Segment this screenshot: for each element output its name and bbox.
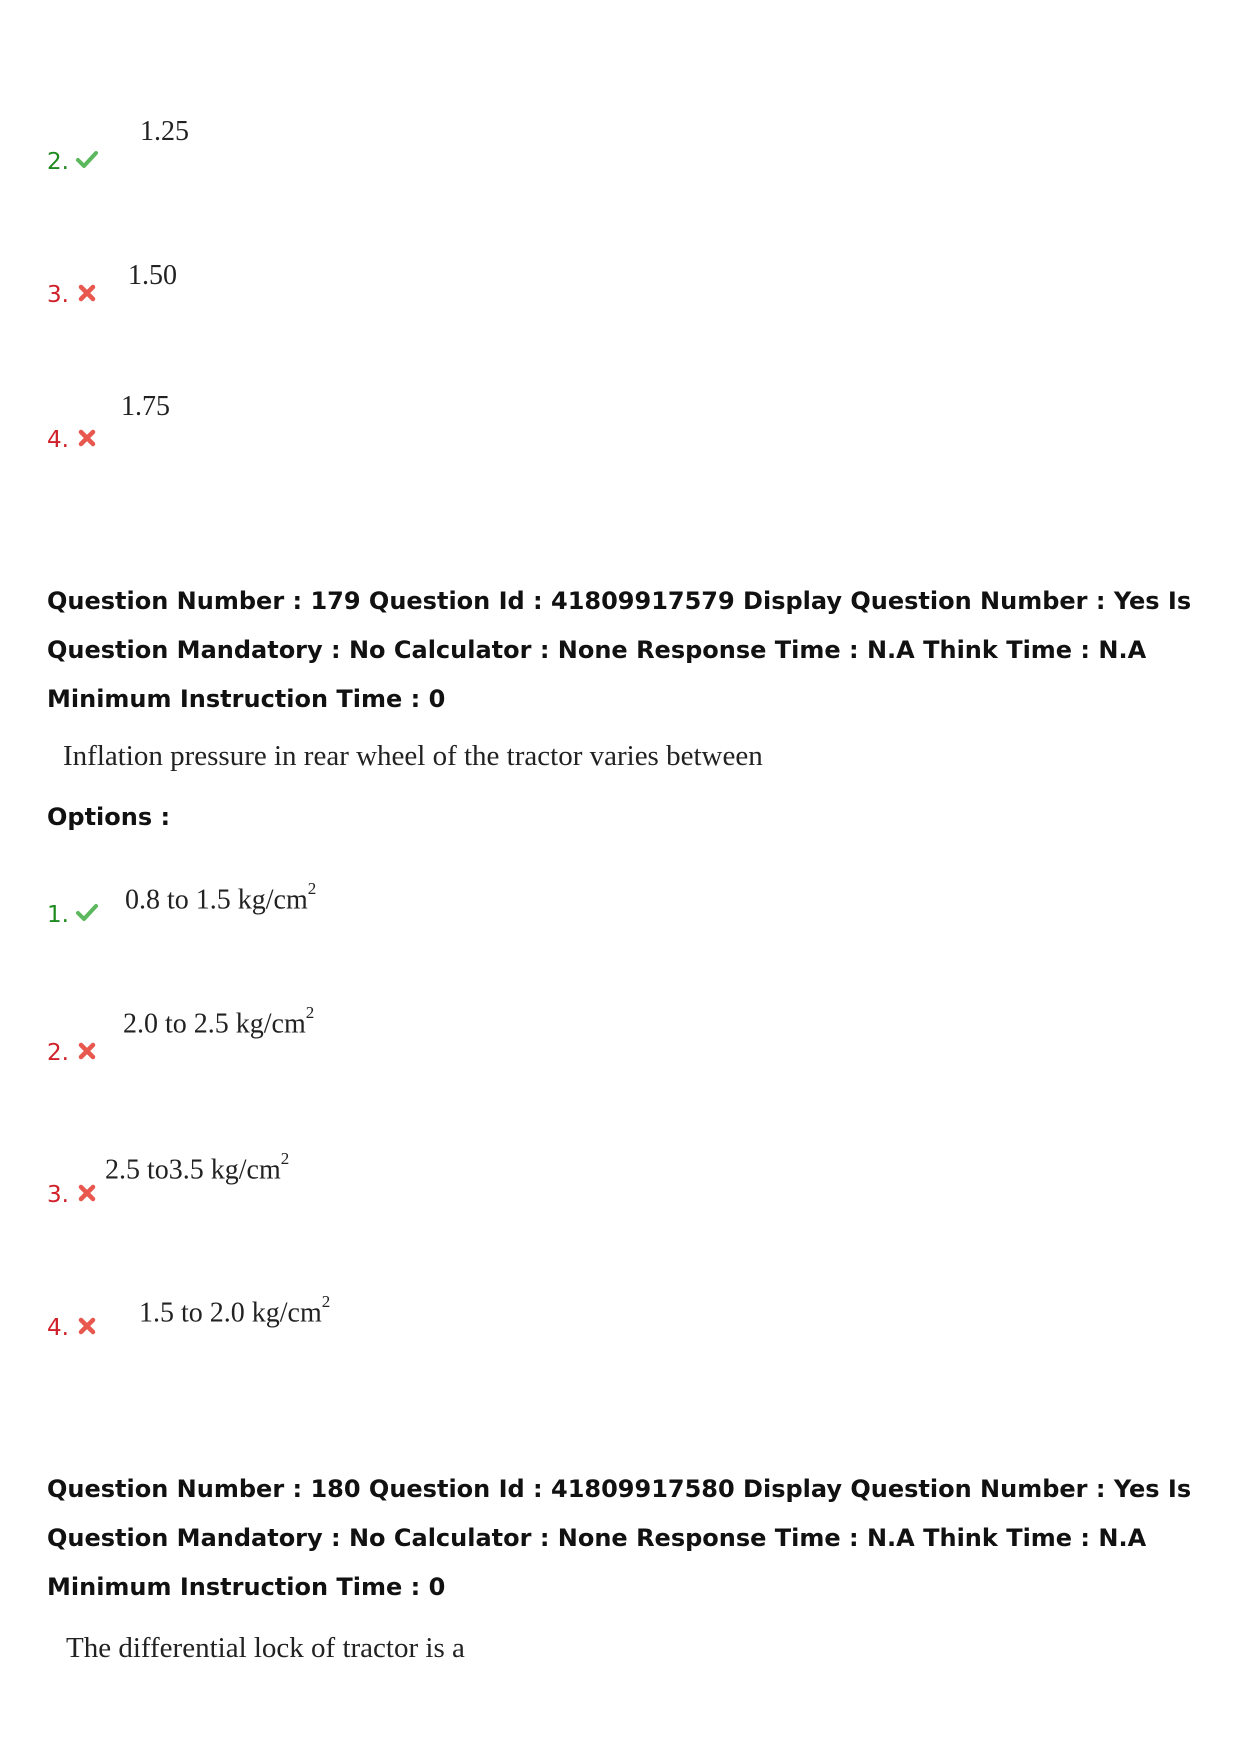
option-number: 2. [47, 1040, 69, 1066]
question-179-meta: Question Number : 179 Question Id : 41809917579 Display Question Number : Yes Is Question Mandatory : No Calculator : None Response Time : N.A Think Time : N.A Minimum Instruction Time : 0 [47, 587, 1192, 713]
cross-icon [75, 281, 99, 305]
option-number: 3. [47, 1182, 69, 1208]
question-180-meta: Question Number : 180 Question Id : 41809917580 Display Question Number : Yes Is Question Mandatory : No Calculator : None Response Time : N.A Think Time : N.A Minimum Instruction Time : 0 [47, 1475, 1192, 1601]
superscript: 2 [321, 1292, 331, 1311]
option-number: 4. [47, 1315, 69, 1341]
prev-option-4 [47, 423, 99, 452]
prev-option-2 [47, 145, 99, 174]
option-number: 3. [47, 282, 69, 308]
superscript: 2 [280, 1149, 290, 1168]
option-text: 1.50 [128, 260, 177, 291]
cross-icon [75, 426, 99, 450]
option-text: 1.5 to 2.0 $kg/cm^2$ [139, 1292, 331, 1329]
option-number: 1. [47, 902, 69, 928]
q179-option-4 [47, 1311, 99, 1340]
option-number: 2. [47, 149, 69, 175]
superscript: 2 [307, 879, 317, 898]
option-text: 0.8 to 1.5 $kg/cm^2$ [125, 879, 317, 916]
cross-icon [75, 1314, 99, 1338]
option-number: 4. [47, 427, 69, 453]
question-179-text: Inflation pressure in rear wheel of the tractor varies between [63, 740, 763, 772]
cross-icon [75, 1039, 99, 1063]
q179-option-3 [47, 1178, 99, 1207]
check-icon [75, 901, 99, 925]
check-icon [75, 148, 99, 172]
superscript: 2 [305, 1003, 315, 1022]
option-text: 1.25 [140, 116, 189, 147]
option-text: 2.0 to 2.5 $kg/cm^2$ [123, 1003, 315, 1040]
cross-icon [75, 1181, 99, 1205]
question-180-text: The differential lock of tractor is a [66, 1632, 465, 1664]
q179-option-1 [47, 898, 99, 927]
prev-option-3 [47, 278, 99, 307]
q179-option-2 [47, 1036, 99, 1065]
option-text: 2.5 to3.5 $kg/cm^2$ [105, 1149, 290, 1186]
options-label: Options : [47, 803, 171, 831]
option-text: 1.75 [121, 391, 170, 422]
